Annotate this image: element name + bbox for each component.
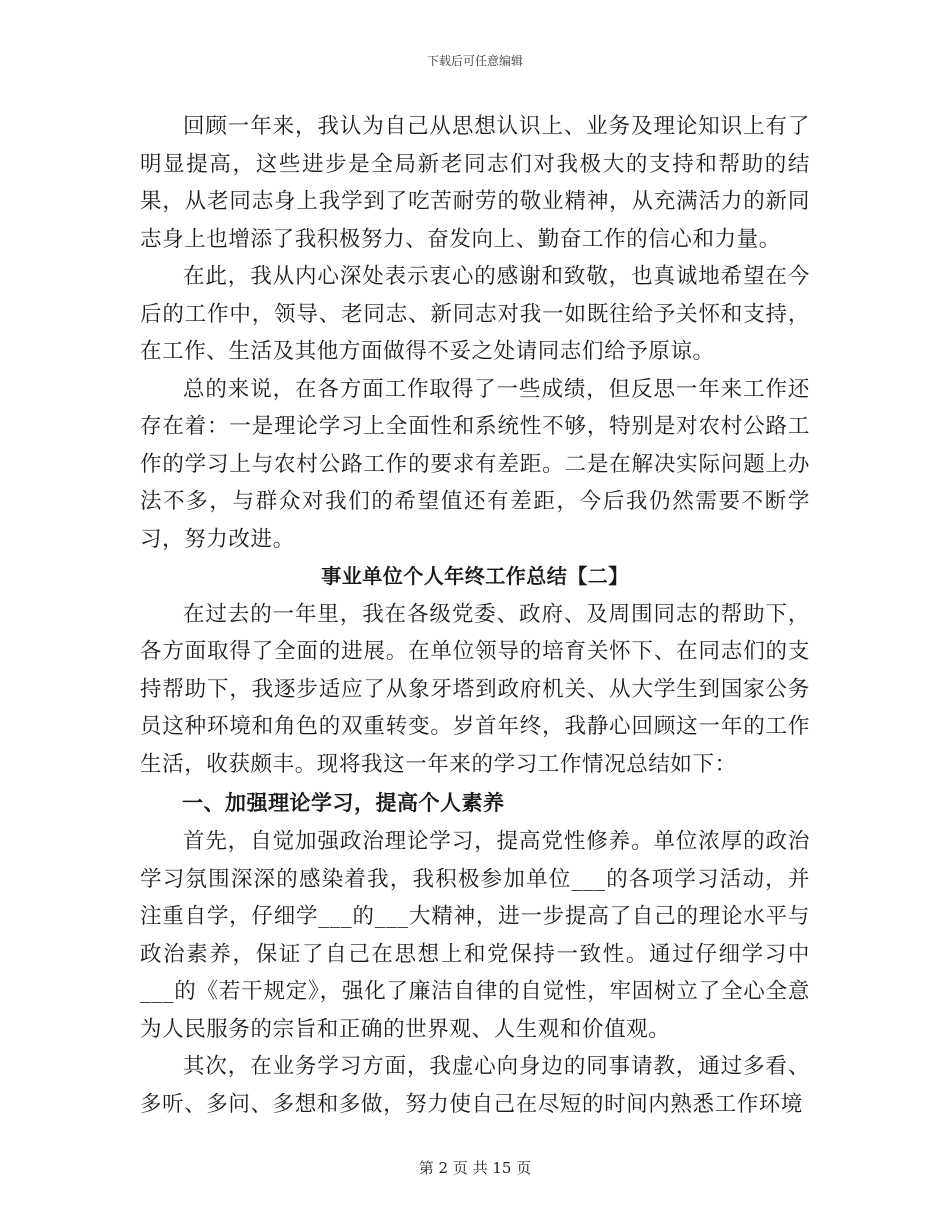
paragraph-intro: 在过去的一年里，我在各级党委、政府、及周围同志的帮助下，各方面取得了全面的进展。在单位领导的培育关怀下、在同志们的支持帮助下，我逐步适应了从象牙塔到政府机关、从大学生到国家公务员这种环境和角色的双重转变。岁首年终，我静心回顾这一年的工作生活，收获颇丰。现将我这一年来的学习工作情况总结如下：: [140, 601, 810, 777]
paragraph-business-study: 其次，在业务学习方面，我虚心向身边的同事请教，通过多看、多听、多问、多想和多做，努力使自己在尽短的时间内熟悉工作环境: [140, 1054, 810, 1117]
section-title: 事业单位个人年终工作总结【二】: [321, 564, 629, 588]
subheading-theory-study: 一、加强理论学习，提高个人素养: [182, 790, 505, 815]
paragraph-review: 回顾一年来，我认为自己从思想认识上、业务及理论知识上有了明显提高，这些进步是全局新老同志们对我极大的支持和帮助的结果，从老同志身上我学到了吃苦耐劳的敬业精神，从充满活力的新同志身上也增添了我积极努力、奋发向上、勤奋工作的信心和力量。: [140, 114, 810, 252]
paragraph-shortcomings: 总的来说，在各方面工作取得了一些成绩，但反思一年来工作还存在着：一是理论学习上全面性和系统性不够，特别是对农村公路工作的学习上与农村公路工作的要求有差距。二是在解决实际问题上办法不多，与群众对我们的希望值还有差距，今后我仍然需要不断学习，努力改进。: [140, 376, 810, 552]
document-body: [140, 108, 810, 1123]
page-header: 下载后可任意编辑: [426, 54, 523, 68]
paragraph-political-study: 首先，自觉加强政治理论学习，提高党性修养。单位浓厚的政治学习氛围深深的感染着我，我积极参加单位___的各项学习活动，并注重自学，仔细学___的___大精神，进一步提高了自己的理论水平与政治素养，保证了自己在思想上和党保持一致性。通过仔细学习中___的《若干规定》，强化了廉洁自律的自觉性，牢固树立了全心全意为人民服务的宗旨和正确的世界观、人生观和价值观。: [140, 829, 810, 1042]
paragraph-thanks: 在此，我从内心深处表示衷心的感谢和致敬，也真诚地希望在今后的工作中，领导、老同志、新同志对我一如既往给予关怀和支持，在工作、生活及其他方面做得不妥之处请同志们给予原谅。: [140, 264, 810, 364]
page-footer: 第 2 页 共 15 页: [418, 1159, 532, 1177]
